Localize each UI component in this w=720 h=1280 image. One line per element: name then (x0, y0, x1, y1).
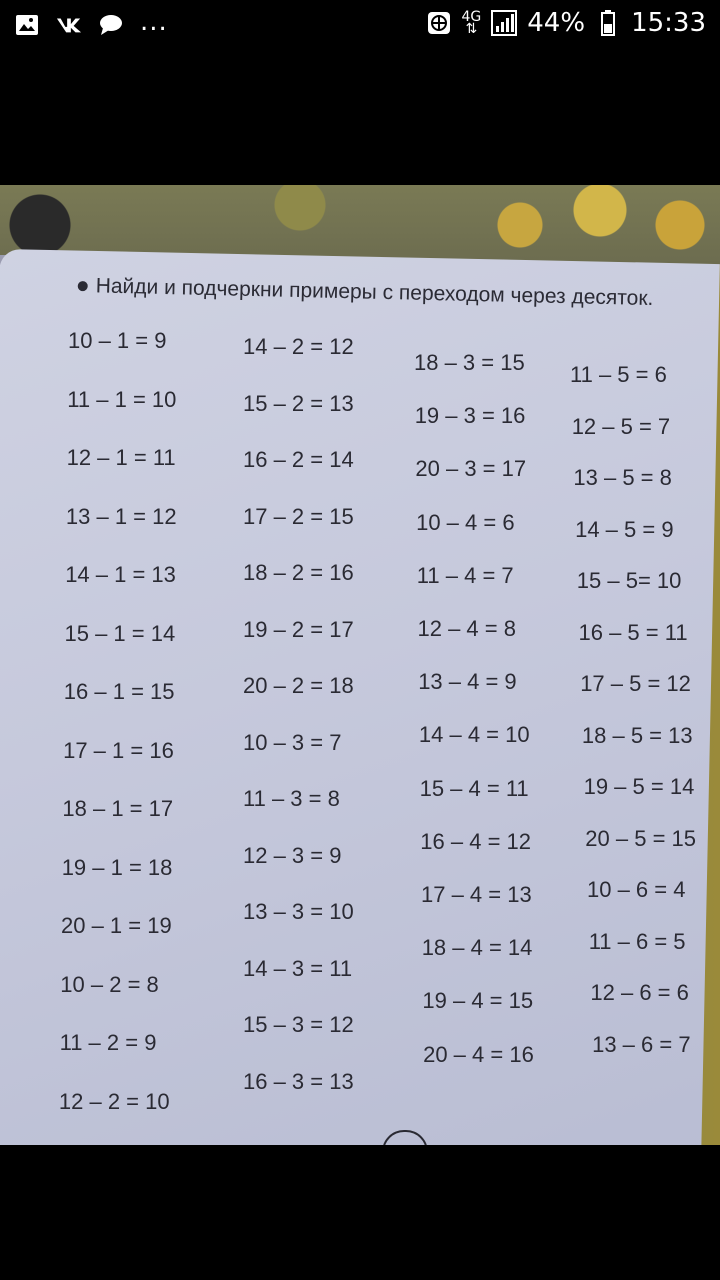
math-example: 12 – 6 = 6 (590, 980, 689, 1005)
bullet-icon (78, 281, 88, 291)
math-example: 16 – 4 = 12 (420, 828, 532, 854)
math-example: 18 – 4 = 14 (421, 935, 533, 961)
battery-percent: 44% (527, 8, 586, 38)
math-example: 11 – 6 = 5 (588, 928, 686, 954)
math-example: 12 – 1 = 11 (66, 445, 176, 470)
math-example: 20 – 5 = 15 (585, 825, 697, 851)
math-example: 11 – 4 = 7 (416, 562, 514, 588)
math-example: 14 – 5 = 9 (575, 516, 674, 542)
math-example: 15 – 3 = 12 (243, 1012, 354, 1037)
math-example: 18 – 3 = 15 (414, 350, 525, 375)
math-example: 13 – 3 = 10 (243, 899, 354, 924)
math-example: 16 – 2 = 14 (243, 447, 354, 472)
math-example: 13 – 6 = 7 (592, 1031, 691, 1057)
instruction-text: Найди и подчеркни примеры с переходом через десяток. (77, 274, 707, 312)
chat-bubble-icon (98, 12, 124, 38)
math-example: 15 – 4 = 11 (419, 775, 529, 801)
battery-icon (595, 10, 621, 36)
math-example: 19 – 1 = 18 (61, 854, 173, 880)
network-type: 4G ⇅ (461, 9, 482, 37)
math-example: 14 – 3 = 11 (243, 955, 353, 981)
math-example: 11 – 2 = 9 (59, 1030, 157, 1055)
math-example: 18 – 1 = 17 (62, 796, 174, 821)
math-example: 19 – 5 = 14 (583, 774, 695, 799)
globe-icon (426, 10, 452, 36)
math-example: 17 – 1 = 16 (63, 737, 174, 763)
bottom-bar (0, 1145, 720, 1280)
math-example: 19 – 3 = 16 (414, 403, 526, 429)
math-example: 18 – 2 = 16 (243, 560, 354, 585)
math-example: 15 – 2 = 13 (243, 390, 354, 416)
math-example: 16 – 3 = 13 (243, 1068, 354, 1094)
math-example: 14 – 1 = 13 (65, 562, 176, 587)
math-example: 16 – 5 = 11 (578, 619, 688, 645)
math-example: 10 – 6 = 4 (587, 877, 686, 902)
math-example: 11 – 5 = 6 (570, 362, 667, 387)
gallery-icon (14, 12, 40, 38)
signal-icon (491, 10, 517, 36)
math-example: 17 – 2 = 15 (243, 503, 354, 529)
vk-icon (56, 12, 82, 38)
math-example: 14 – 2 = 12 (243, 334, 354, 359)
math-example: 15 – 5= 10 (576, 568, 682, 593)
math-example: 13 – 4 = 9 (418, 669, 517, 695)
math-example: 17 – 4 = 13 (421, 882, 532, 907)
math-example: 12 – 5 = 7 (571, 413, 671, 439)
math-example: 16 – 1 = 15 (63, 679, 175, 704)
math-example: 11 – 3 = 8 (243, 786, 340, 811)
math-example: 20 – 1 = 19 (61, 913, 172, 938)
math-example: 13 – 1 = 12 (65, 503, 177, 529)
math-example: 12 – 3 = 9 (243, 842, 342, 868)
more-notifications: ... (140, 7, 168, 37)
math-example: 10 – 1 = 9 (68, 328, 167, 353)
math-example: 18 – 5 = 13 (581, 722, 693, 748)
math-example: 10 – 2 = 8 (60, 971, 159, 997)
math-example: 15 – 1 = 14 (64, 620, 176, 646)
math-example: 19 – 2 = 17 (243, 616, 354, 642)
math-example: 13 – 5 = 8 (573, 465, 672, 490)
math-example: 12 – 4 = 8 (417, 616, 516, 641)
math-example: 19 – 4 = 15 (422, 988, 534, 1014)
math-example: 20 – 2 = 18 (243, 673, 354, 698)
status-bar (0, 0, 720, 52)
math-example: 10 – 3 = 7 (243, 729, 342, 755)
math-example: 12 – 2 = 10 (58, 1088, 170, 1114)
math-example: 14 – 4 = 10 (418, 722, 530, 748)
math-example: 17 – 5 = 12 (580, 671, 691, 696)
math-example: 10 – 4 = 6 (416, 509, 515, 535)
math-example: 20 – 4 = 16 (423, 1041, 534, 1067)
clock: 15:33 (631, 8, 706, 38)
math-example: 20 – 3 = 17 (415, 456, 527, 482)
math-example: 11 – 1 = 10 (67, 386, 177, 412)
